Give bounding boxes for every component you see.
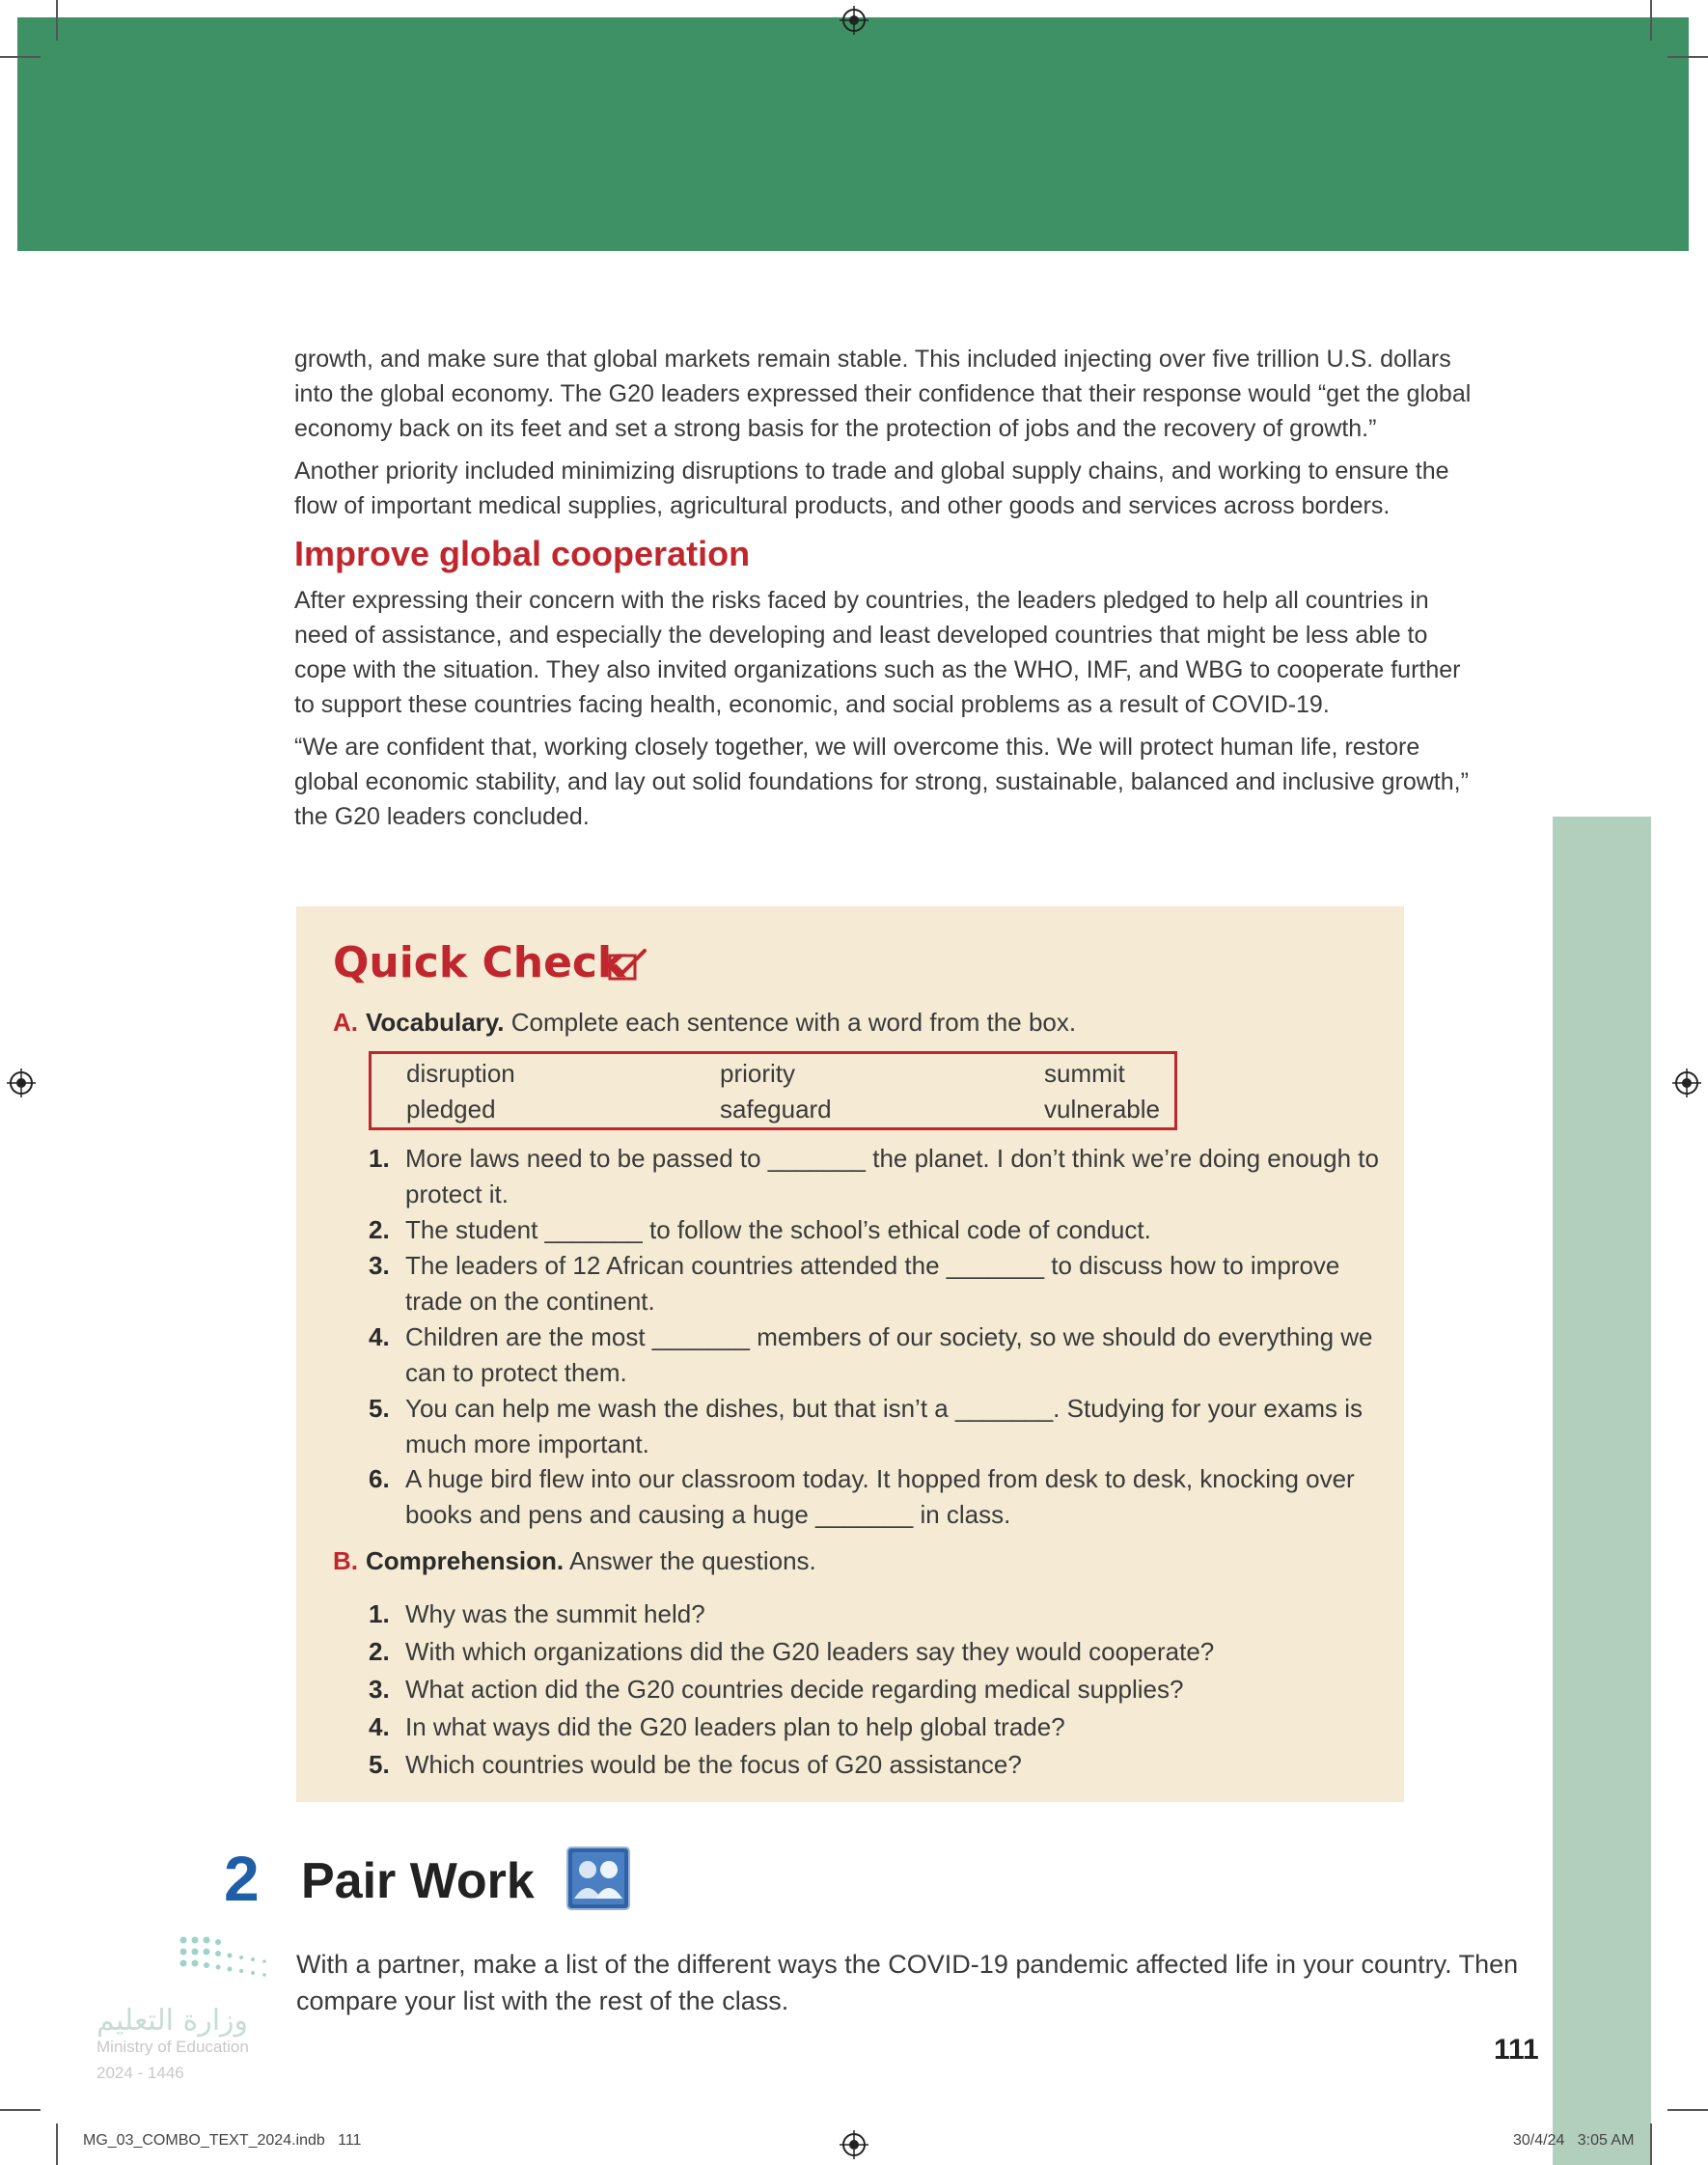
checkbox-tick-icon	[608, 948, 647, 983]
crop-mark	[1667, 2109, 1708, 2111]
crop-mark	[0, 56, 41, 58]
item-number: 2.	[369, 1637, 390, 1666]
crop-mark	[56, 2123, 58, 2165]
item-number: 2.	[369, 1215, 390, 1244]
item-number: 3.	[369, 1675, 390, 1704]
comprehension-instruction	[333, 1546, 816, 1576]
side-band	[1553, 817, 1651, 2165]
item-number: 5.	[369, 1394, 390, 1423]
pair-work-number: 2	[224, 1843, 260, 1914]
crop-mark	[1667, 56, 1708, 58]
crop-mark	[0, 2109, 41, 2111]
section-paragraph-2: “We are confident that, working closely together, we will overcome this. We will protect human life, restore global economic stability, and lay out solid foundations for strong, sustainable, balanced and inclusive growth,” the G20 leaders concluded.	[294, 734, 1469, 830]
registration-mark-icon	[1672, 1069, 1701, 1097]
section-paragraph-1: After expressing their concern with the risks faced by countries, the leaders pledged to help all countries in need of assistance, and especially the developing and least developed countries that might be less able to cope with the situation. They also invited organizations such as the WHO, IMF, and WBG to cooperate further to support these countries facing health, economic, and social problems as a result of COVID-19.	[294, 587, 1461, 718]
intro-text	[294, 342, 1472, 531]
ministry-year: 2024 - 1446	[96, 2064, 184, 2082]
word-box-item: summit	[1044, 1059, 1125, 1088]
item-text: More laws need to be passed to _______ the planet. I don’t think we’re doing enough to protect it.	[405, 1144, 1379, 1208]
word-box	[369, 1051, 1177, 1130]
section-b-instruction: Answer the questions.	[568, 1546, 816, 1575]
item-text: You can help me wash the dishes, but that isn’t a _______. Studying for your exams is much more important.	[405, 1394, 1363, 1458]
item-number: 5.	[369, 1750, 390, 1779]
item-number: 1.	[369, 1599, 390, 1628]
item-text: Children are the most _______ members of our society, so we should do everything we can to protect them.	[405, 1322, 1373, 1387]
footer-timestamp: 30/4/24 3:05 AM	[1513, 2132, 1635, 2149]
item-number: 4.	[369, 1712, 390, 1741]
item-number: 4.	[369, 1322, 390, 1351]
comprehension-item-2	[369, 1634, 1401, 1670]
item-text: The leaders of 12 African countries attended the _______ to discuss how to improve trade on the continent.	[405, 1251, 1340, 1316]
word-box-item: priority	[720, 1059, 796, 1088]
vocabulary-item-1	[369, 1141, 1401, 1212]
vocabulary-item-4	[369, 1319, 1401, 1391]
ministry-english-name: Ministry of Education	[96, 2038, 249, 2056]
item-text: The student _______ to follow the school’s ethical code of conduct.	[405, 1215, 1151, 1244]
page-number: 111	[1494, 2034, 1539, 2066]
crop-mark	[1650, 0, 1652, 41]
intro-paragraph-2: Another priority included minimizing disruptions to trade and global supply chains, and working to ensure the flow of important medical supplies, agricultural products, and other goods and services across borders.	[294, 458, 1449, 519]
section-a-letter: A.	[333, 1008, 358, 1037]
section-b-label: Comprehension.	[366, 1546, 565, 1575]
ministry-arabic-name: وزارة التعليم	[96, 2004, 249, 2038]
item-text: What action did the G20 countries decide regarding medical supplies?	[405, 1675, 1184, 1704]
pair-work-people-icon	[566, 1846, 630, 1910]
crop-mark	[1650, 2123, 1652, 2165]
item-text: Why was the summit held?	[405, 1599, 705, 1628]
section-a-instruction: Complete each sentence with a word from the box.	[510, 1008, 1077, 1037]
pair-work-text: With a partner, make a list of the different ways the COVID-19 pandemic affected life in your country. Then compare your list with the rest of the class.	[296, 1950, 1519, 2015]
vocabulary-item-5	[369, 1391, 1401, 1462]
registration-mark-icon	[7, 1069, 36, 1097]
header-band	[17, 17, 1689, 251]
section-heading: Improve global cooperation	[294, 534, 751, 573]
word-box-item: safeguard	[720, 1095, 832, 1124]
vocabulary-item-2	[369, 1212, 1401, 1248]
footer-file-info: MG_03_COMBO_TEXT_2024.indb 111	[83, 2132, 362, 2149]
section-a-label: Vocabulary.	[366, 1008, 505, 1037]
vocabulary-item-3	[369, 1248, 1401, 1319]
intro-paragraph-1: growth, and make sure that global markets remain stable. This included injecting over five trillion U.S. dollars into the global economy. The G20 leaders expressed their confidence that their response would “get the global economy back on its feet and set a strong basis for the protection of jobs and the recovery of growth.”	[294, 346, 1472, 442]
vocabulary-instruction	[333, 1008, 1076, 1038]
word-box-item: pledged	[406, 1095, 496, 1124]
comprehension-item-3	[369, 1672, 1401, 1707]
ministry-logo-icon	[174, 1930, 309, 1998]
item-text: In what ways did the G20 leaders plan to help global trade?	[405, 1712, 1065, 1741]
comprehension-item-5	[369, 1747, 1401, 1783]
item-number: 3.	[369, 1251, 390, 1280]
section-text	[294, 583, 1472, 842]
comprehension-item-1	[369, 1596, 1401, 1632]
registration-mark-icon	[840, 6, 868, 35]
word-box-item: vulnerable	[1044, 1095, 1160, 1124]
item-number: 1.	[369, 1144, 390, 1173]
item-text: With which organizations did the G20 leaders say they would cooperate?	[405, 1637, 1215, 1666]
comprehension-item-4	[369, 1709, 1401, 1745]
word-box-item: disruption	[406, 1059, 515, 1088]
item-number: 6.	[369, 1464, 390, 1493]
section-b-letter: B.	[333, 1546, 358, 1575]
quick-check-title: Quick Check	[333, 938, 626, 987]
pair-work-title: Pair Work	[301, 1853, 535, 1909]
crop-mark	[56, 0, 58, 41]
item-text: A huge bird flew into our classroom today. It hopped from desk to desk, knocking over books and pens and causing a huge _______ in class.	[405, 1464, 1355, 1529]
vocabulary-item-6	[369, 1461, 1401, 1533]
registration-mark-icon	[840, 2130, 868, 2159]
item-text: Which countries would be the focus of G20 assistance?	[405, 1750, 1022, 1779]
